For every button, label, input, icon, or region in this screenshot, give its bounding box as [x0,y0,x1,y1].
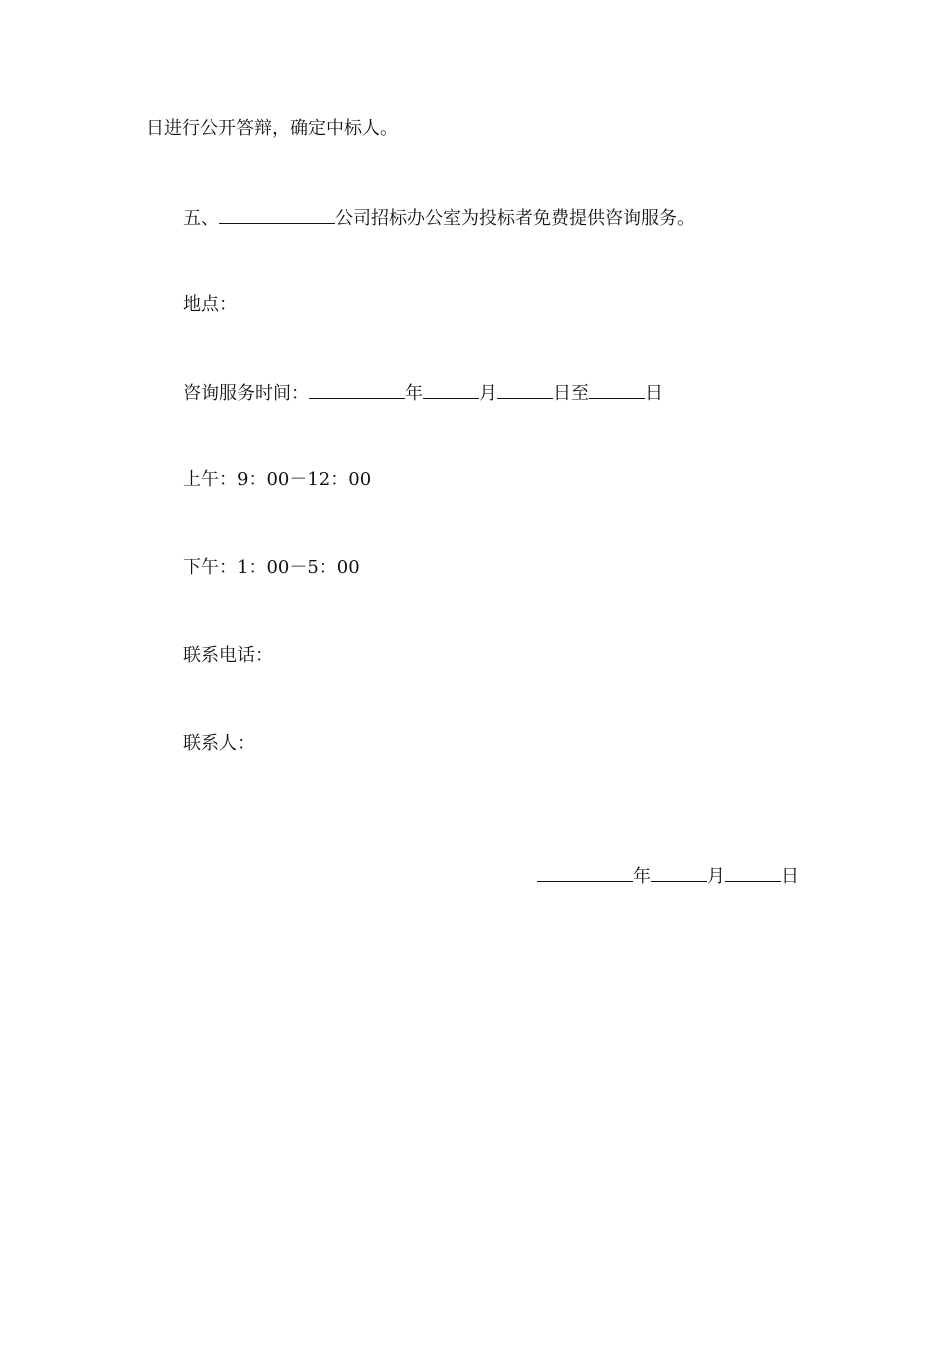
day-label: 日 [645,383,663,404]
signature-year-blank [537,863,633,882]
consult-time-label: 咨询服务时间： [183,383,309,404]
phone-label: 联系电话： [183,645,273,666]
signature-day-label: 日 [781,866,799,887]
day-to-label: 日至 [553,383,589,404]
location-label: 地点： [183,294,237,315]
month-label: 月 [479,383,497,404]
afternoon-hours-line [183,556,360,580]
contact-label: 联系人： [183,733,255,754]
item-5-paragraph [183,205,695,231]
company-name-blank [219,205,335,224]
signature-day-blank [725,863,781,882]
signature-date-line [537,863,799,889]
afternoon-hours: 下午：1：00－5：00 [183,557,360,578]
continuation-text: 日进行公开答辩，确定中标人。 [146,118,398,139]
item-5-text: 公司招标办公室为投标者免费提供咨询服务。 [335,208,695,229]
year-label: 年 [405,383,423,404]
location-line [183,293,237,317]
start-day-blank [497,380,553,399]
morning-hours: 上午：9：00－12：00 [183,469,372,490]
signature-month-label: 月 [707,866,725,887]
consult-time-line [183,380,663,406]
item-5-prefix: 五、 [183,208,219,229]
phone-line [183,644,273,668]
month-blank [423,380,479,399]
morning-hours-line [183,468,371,492]
year-blank [309,380,405,399]
end-day-blank [589,380,645,399]
signature-year-label: 年 [633,866,651,887]
signature-month-blank [651,863,707,882]
contact-line [183,732,255,756]
continuation-paragraph [146,117,398,141]
